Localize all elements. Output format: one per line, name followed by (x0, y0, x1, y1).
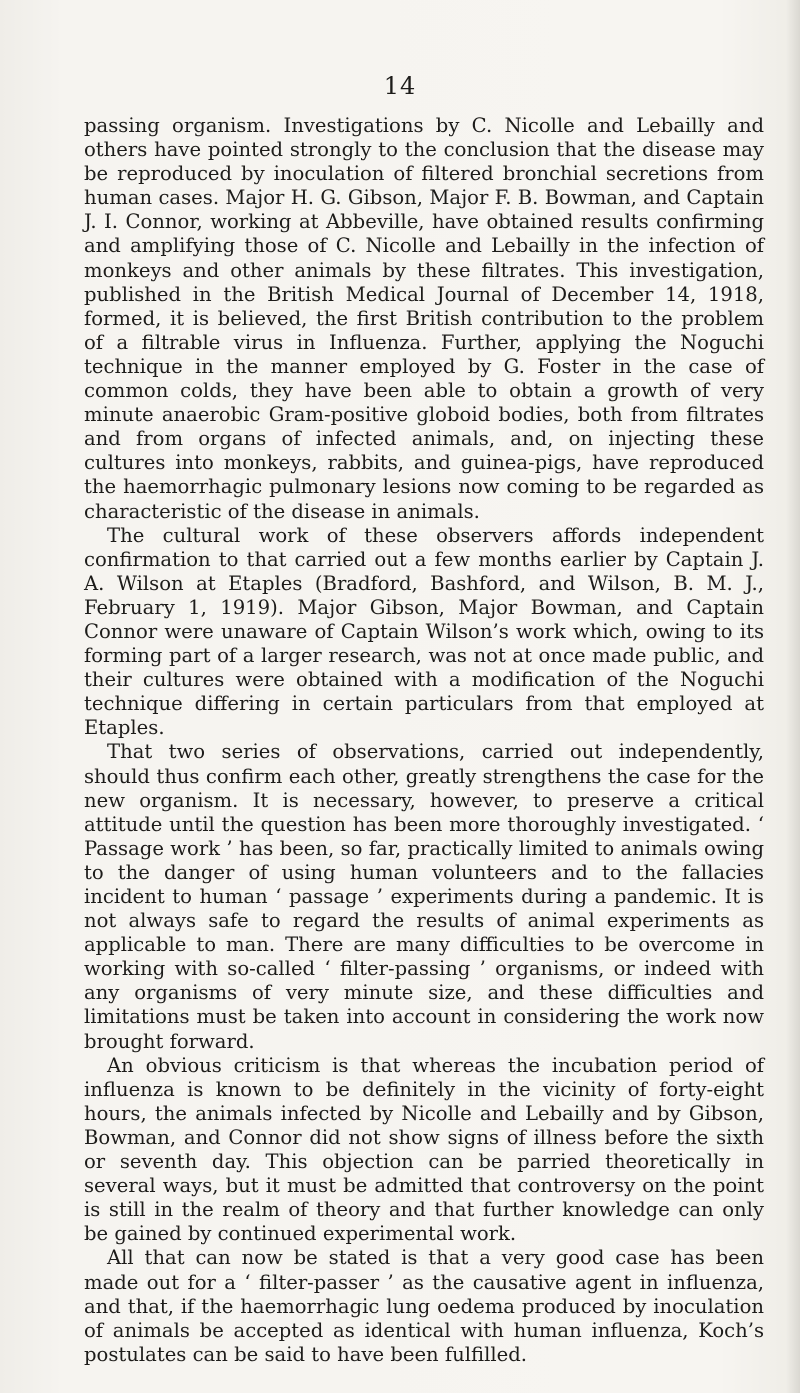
page-body-text (84, 114, 764, 1367)
page-number: 14 (383, 72, 417, 100)
paragraph-2: The cultural work of these observers affords independent confirmation to that carried out a few months earlier by Captain J. A. Wilson at Etaples (Bradford, Bashford, and Wilson, B. M. J., February 1, 1919). Major Gibson, Major Bowman, and Captain Connor were unaware of Captain Wilson’s work which, owing to its forming part of a larger research, was not at once made public, and their cultures were obtained with a modification of the Noguchi technique differing in certain particulars from that employed at Etaples. (84, 523, 764, 740)
paragraph-1: passing organism. Investigations by C. Nicolle and Lebailly and others have pointed strongly to the conclusion that the disease may be reproduced by inoculation of filtered bronchial secretions from human cases. Major H. G. Gibson, Major F. B. Bowman, and Captain J. I. Connor, working at Abbeville, have obtained results confirming and amplifying those of C. Nicolle and Lebailly in the infection of monkeys and other animals by these filtrates. This investigation, published in the British Medical Journal of December 14, 1918, formed, it is believed, the first British contribution to the problem of a filtrable virus in Influenza. Further, applying the Noguchi technique in the manner employed by G. Foster in the case of common colds, they have been able to obtain a growth of very minute anaerobic Gram-positive globoid bodies, both from filtrates and from organs of infected animals, and, on injecting these cultures into monkeys, rabbits, and guinea-pigs, have reproduced the haemorrhagic pulmonary lesions now coming to be regarded as characteristic of the disease in animals. (84, 114, 764, 523)
paragraph-5: All that can now be stated is that a very good case has been made out for a ‘ filter-passer ’ as the causative agent in influenza, and that, if the haemorrhagic lung oedema produced by inoculation of animals be accepted as identical with human influenza, Koch’s postulates can be said to have been fulfilled. (84, 1246, 764, 1366)
paragraph-3: That two series of observations, carried out independently, should thus confirm each other, greatly strengthens the case for the new organism. It is necessary, however, to preserve a critical attitude until the question has been more thoroughly investigated. ‘ Passage work ’ has been, so far, practically limited to animals owing to the danger of using human volunteers and to the fallacies incident to human ‘ passage ’ experiments during a pandemic. It is not always safe to regard the results of animal experiments as applicable to man. There are many difficulties to be overcome in working with so-called ‘ filter-passing ’ organisms, or indeed with any organisms of very minute size, and these difficulties and limitations must be taken into account in considering the work now brought forward. (84, 740, 764, 1053)
page-edge-shadow (786, 0, 800, 1393)
paragraph-4: An obvious criticism is that whereas the incubation period of influenza is known to be definitely in the vicinity of forty-eight hours, the animals infected by Nicolle and Lebailly and by Gibson, Bowman, and Connor did not show signs of illness before the sixth or seventh day. This objection can be parried theoretically in several ways, but it must be admitted that controversy on the point is still in the realm of theory and that further knowledge can only be gained by continued experimental work. (84, 1053, 764, 1246)
